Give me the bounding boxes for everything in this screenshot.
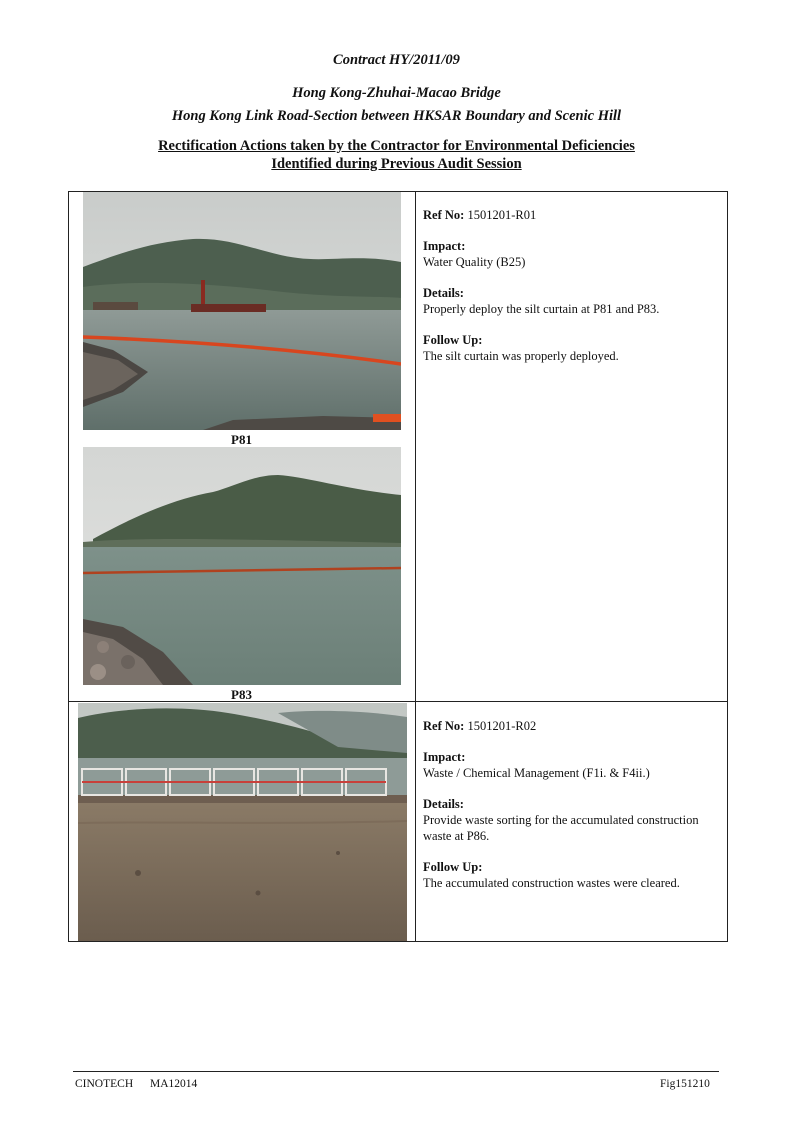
details-value: Provide waste sorting for the accumulated construction waste at P86. — [423, 813, 699, 843]
followup-label: Follow Up: — [423, 860, 483, 874]
details-label: Details: — [423, 797, 464, 811]
page-title — [0, 137, 793, 173]
impact-value: Water Quality (B25) — [423, 255, 526, 269]
followup-value: The accumulated construction wastes were cleared. — [423, 876, 680, 890]
footer-company: CINOTECH — [75, 1078, 134, 1090]
photo-caption-p83: P83 — [231, 687, 252, 702]
photo-p81 — [83, 192, 401, 430]
impact-label: Impact: — [423, 239, 466, 253]
page-title-line1: Rectification Actions taken by the Contractor for Environmental Deficiencies — [158, 138, 635, 154]
footer-rule — [73, 1071, 719, 1072]
table-column-divider — [415, 191, 416, 942]
ref-label: Ref No: — [423, 208, 465, 222]
entry-1-info — [423, 207, 723, 379]
footer-doc-code: MA12014 — [150, 1078, 198, 1090]
impact-value: Waste / Chemical Management (F1i. & F4ii.) — [423, 766, 650, 780]
ref-number: 1501201-R02 — [467, 719, 537, 733]
followup-value: The silt curtain was properly deployed. — [423, 349, 619, 363]
project-name: Hong Kong-Zhuhai-Macao Bridge — [292, 85, 501, 101]
impact-label: Impact: — [423, 750, 466, 764]
table-row-divider — [68, 701, 728, 702]
entry-2-info — [423, 718, 723, 906]
ref-label: Ref No: — [423, 719, 465, 733]
details-value: Properly deploy the silt curtain at P81 and P83. — [423, 302, 660, 316]
details-label: Details: — [423, 286, 464, 300]
page-title-line2: Identified during Previous Audit Session — [271, 156, 522, 172]
followup-label: Follow Up: — [423, 333, 483, 347]
footer-figure-number: Fig151210 — [660, 1078, 710, 1090]
photo-caption-p81: P81 — [231, 432, 252, 447]
contract-number: Contract HY/2011/09 — [333, 52, 460, 68]
section-name: Hong Kong Link Road-Section between HKSAR Boundary and Scenic Hill — [171, 108, 622, 124]
ref-number: 1501201-R01 — [467, 208, 537, 222]
photo-p83 — [83, 447, 401, 685]
photo-p86 — [78, 703, 407, 941]
